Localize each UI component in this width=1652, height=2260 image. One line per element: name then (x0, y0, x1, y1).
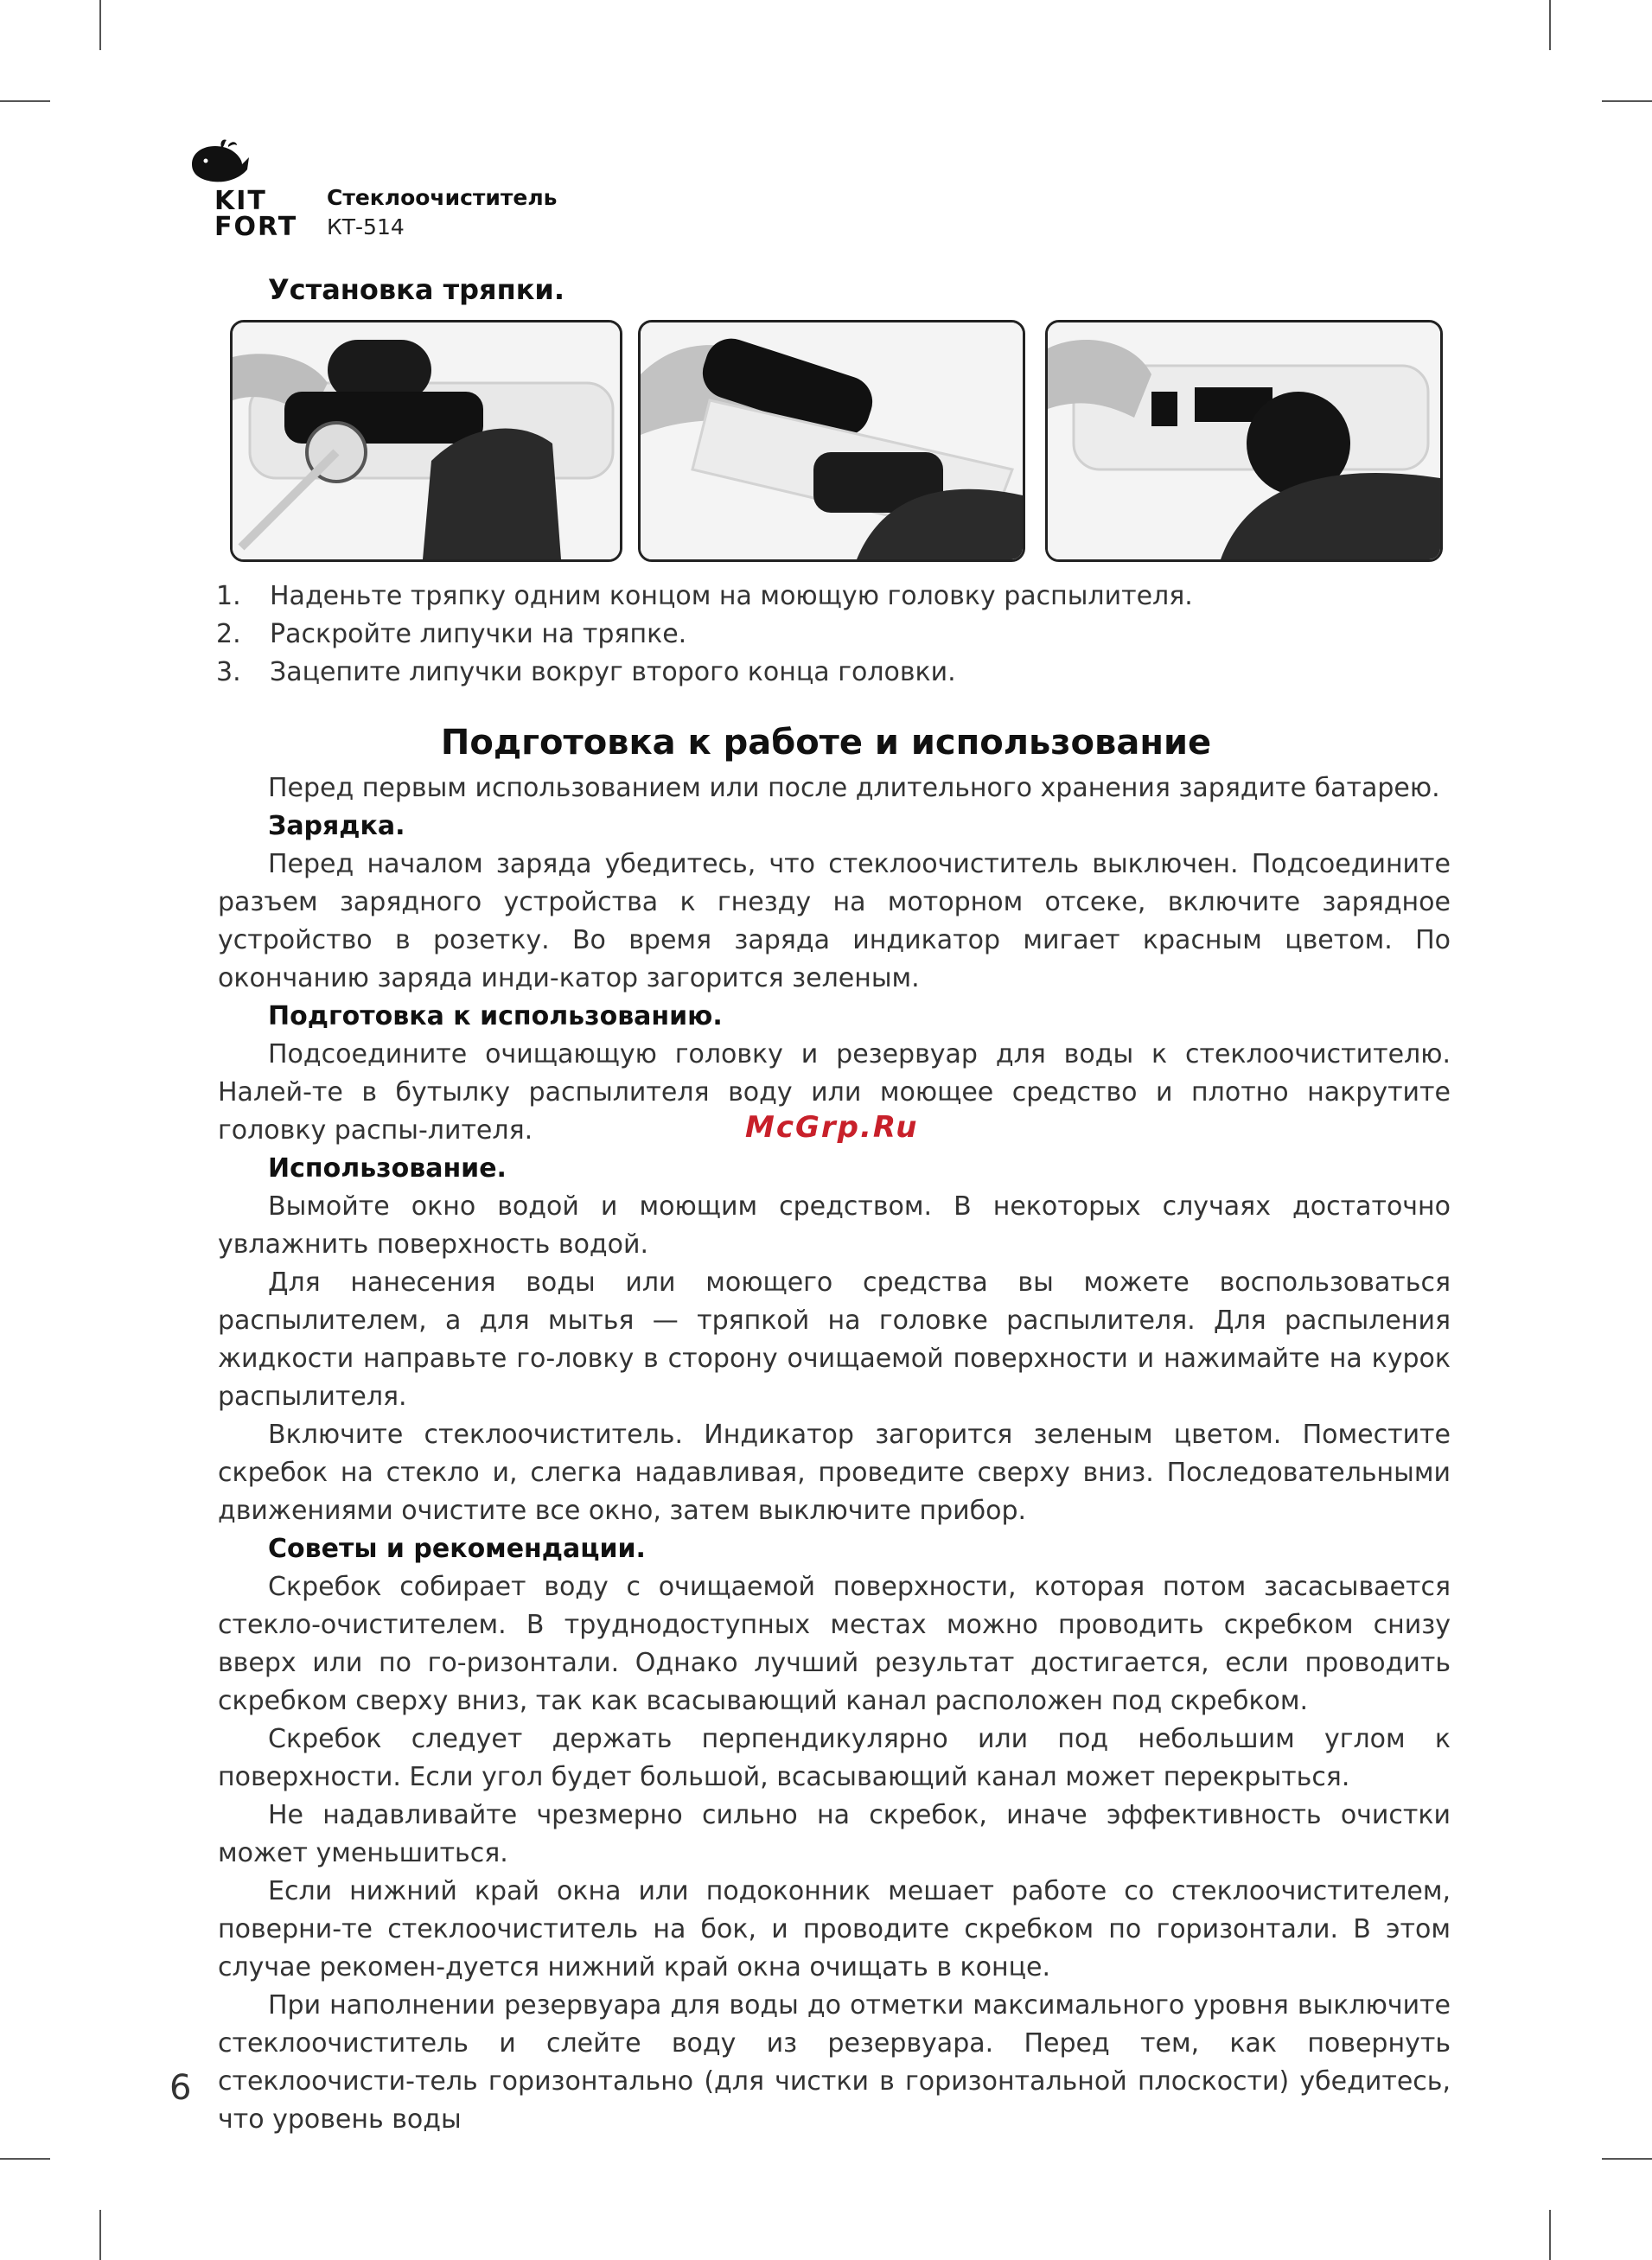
crop-mark (99, 2210, 101, 2260)
document-model: КТ-514 (327, 214, 405, 239)
ready-paragraph: Подсоедините очищающую головку и резервуар для воды к стеклоочистителю. Налей-те в бутылку распылителя воду или моющее средство и плотно накрутите головку распы-лителя. (218, 1039, 1451, 1146)
use-paragraph-2: Для нанесения воды или моющего средства вы можете воспользоваться распылителем, а для мытья — тряпкой на головке распылителя. Для распыления жидкости направьте го-ловку в сторону очищаемой поверхности и нажимайте на курок распылителя. (218, 1267, 1451, 1412)
intro-paragraph: Перед первым использованием или после длительного хранения зарядите батарею. (268, 773, 1440, 803)
cloth-install-step-2-photo (638, 320, 1025, 562)
tips-paragraph-2: Скребок следует держать перпендикулярно или под небольшим углом к поверхности. Если угол будет большой, всасывающий канал может перекрыться. (218, 1724, 1451, 1792)
crop-mark (99, 0, 101, 50)
install-steps (216, 578, 1513, 692)
step-text: Наденьте тряпку одним концом на моющую головку распылителя. (270, 581, 1193, 611)
install-heading: Установка тряпки. (268, 273, 564, 306)
cloth-install-step-1-photo (230, 320, 622, 562)
step-number: 1. (216, 581, 241, 611)
crop-mark (0, 2158, 50, 2160)
brand-line-1: KIT (214, 186, 267, 216)
use-heading: Использование. (268, 1153, 507, 1184)
ready-heading: Подготовка к использованию. (268, 1001, 723, 1031)
crop-mark (1549, 2210, 1551, 2260)
watermark: McGrp.Ru (745, 1110, 919, 1145)
tips-paragraph-3: Не надавливайте чрезмерно сильно на скребок, иначе эффективность очистки может уменьшиться. (218, 1800, 1451, 1868)
section-title: Подготовка к работе и использование (440, 723, 1212, 763)
brand-line-2: FORT (214, 212, 298, 242)
list-item (216, 578, 1513, 616)
crop-mark (1602, 100, 1652, 102)
tips-paragraph-5: При наполнении резервуара для воды до отметки максимального уровня выключите стеклоочиститель и слейте воду из резервуара. Перед тем, как повернуть стеклоочисти-тель горизонтально (для чистки в горизонтальной плоскости) убедитесь, что уровень воды (218, 1990, 1451, 2135)
list-item (216, 616, 1513, 654)
charging-heading: Зарядка. (268, 811, 405, 841)
list-item (216, 654, 1513, 692)
cloth-install-step-3-photo (1045, 320, 1443, 562)
whale-logo-icon (188, 138, 251, 187)
charging-paragraph: Перед началом заряда убедитесь, что стеклоочиститель выключен. Подсоедините разъем зарядного устройства к гнезду на моторном отсеке, включите зарядное устройство в розетку. Во время заряда индикатор мигает красным цветом. По окончанию заряда инди-катор загорится зеленым. (218, 849, 1451, 993)
install-photos (230, 320, 1445, 560)
tips-paragraph-1: Скребок собирает воду с очищаемой поверхности, которая потом засасывается стекло-очистителем. В труднодоступных местах можно проводить скребком снизу вверх или по го-ризонтали. Однако лучший результат достигается, если проводить скребком сверху вниз, так как всасывающий канал расположен под скребком. (218, 1572, 1451, 1716)
use-paragraph-1: Вымойте окно водой и моющим средством. В некоторых случаях достаточно увлажнить поверхность водой. (218, 1191, 1451, 1260)
crop-mark (1549, 0, 1551, 50)
step-text: Зацепите липучки вокруг второго конца головки. (270, 657, 956, 687)
step-number: 2. (216, 619, 241, 649)
step-text: Раскройте липучки на тряпке. (270, 619, 687, 649)
brand-logo (214, 188, 297, 240)
use-paragraph-3: Включите стеклоочиститель. Индикатор загорится зеленым цветом. Поместите скребок на стекло и, слегка надавливая, проведите сверху вниз. Последовательными движениями очистите все окно, затем выключите прибор. (218, 1420, 1451, 1526)
page-number: 6 (169, 2068, 192, 2108)
body-text (218, 769, 1451, 2139)
page-header (188, 138, 707, 242)
step-number: 3. (216, 657, 241, 687)
crop-mark (1602, 2158, 1652, 2160)
tips-paragraph-4: Если нижний край окна или подоконник мешает работе со стеклоочистителем, поверни-те стеклоочиститель на бок, и проводите скребком по горизонтали. В этом случае рекомен-дуется нижний край окна очищать в конце. (218, 1876, 1451, 1982)
tips-heading: Советы и рекомендации. (268, 1534, 646, 1564)
document-title: Стеклоочиститель (327, 185, 558, 210)
crop-mark (0, 100, 50, 102)
